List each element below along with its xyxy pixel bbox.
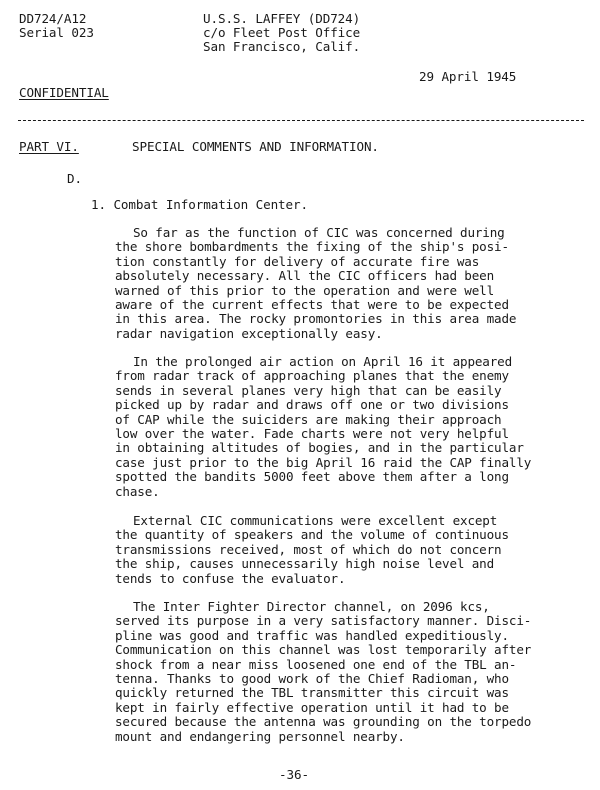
- paragraph-line: of CAP while the suiciders are making their approach: [115, 411, 502, 427]
- paragraph-line: in obtaining altitudes of bogies, and in the particular: [115, 440, 524, 456]
- paragraph-line: quickly returned the TBL transmitter this circuit was: [115, 685, 509, 701]
- subsection-label: D.: [67, 171, 82, 186]
- paragraph-1: [115, 226, 516, 341]
- paragraph-line: the ship, causes unnecessarily high noise level and: [115, 556, 495, 572]
- paragraph-line: the quantity of speakers and the volume of continuous: [115, 527, 509, 543]
- serial-number: Serial 023: [19, 25, 94, 40]
- paragraph-line: tion constantly for delivery of accurate fire was: [115, 253, 480, 269]
- paragraph-line: picked up by radar and draws off one or two divisions: [115, 397, 509, 413]
- item-heading: 1. Combat Information Center.: [91, 197, 308, 212]
- paragraph-line: the shore bombardments the fixing of the ship's posi-: [115, 239, 509, 255]
- paragraph-line: absolutely necessary. All the CIC officers had been: [115, 268, 495, 284]
- paragraph-2: [115, 355, 531, 499]
- paragraph-4: [115, 600, 531, 744]
- paragraph-line: served its purpose in a very satisfactory manner. Disci-: [115, 613, 532, 629]
- paragraph-line: kept in fairly effective operation until it had to be: [115, 699, 509, 715]
- paragraph-line: So far as the function of CIC was concerned during: [133, 225, 505, 240]
- paragraph-line: in this area. The rocky promontories in this area made: [115, 311, 517, 327]
- paragraph-line: case just prior to the big April 16 raid the CAP finally: [115, 454, 532, 470]
- paragraph-line: pline was good and traffic was handled expeditiously.: [115, 627, 509, 643]
- letter-date: 29 April 1945: [419, 69, 517, 84]
- classification-marking: CONFIDENTIAL: [19, 85, 109, 100]
- paragraph-line: tends to confuse the evaluator.: [115, 570, 346, 586]
- paragraph-line: aware of the current effects that were to be expected: [115, 297, 509, 313]
- paragraph-line: shock from a near miss loosened one end of the TBL an-: [115, 656, 517, 672]
- paragraph-line: tenna. Thanks to good work of the Chief Radioman, who: [115, 671, 509, 687]
- paragraph-line: chase.: [115, 483, 160, 499]
- paragraph-line: radar navigation exceptionally easy.: [115, 325, 383, 341]
- part-title: SPECIAL COMMENTS AND INFORMATION.: [132, 139, 379, 154]
- paragraph-line: In the prolonged air action on April 16 it appeared: [133, 354, 513, 369]
- file-reference: DD724/A12: [19, 11, 87, 26]
- part-label: PART VI.: [19, 139, 79, 154]
- ship-name: U.S.S. LAFFEY (DD724): [203, 11, 361, 26]
- paragraph-3: [115, 514, 509, 586]
- paragraph-line: mount and endangering personnel nearby.: [115, 728, 405, 744]
- paragraph-line: low over the water. Fade charts were not very helpful: [115, 426, 509, 442]
- paragraph-line: External CIC communications were excellent except: [133, 513, 498, 528]
- paragraph-line: Communication on this channel was lost temporarily after: [115, 642, 532, 658]
- paragraph-line: sends in several planes very high that can be easily: [115, 382, 502, 398]
- paragraph-line: transmissions received, most of which do not concern: [115, 541, 502, 557]
- paragraph-line: secured because the antenna was grounding on the torpedo: [115, 714, 532, 730]
- paragraph-line: warned of this prior to the operation and were well: [115, 282, 495, 298]
- dashed-separator: [18, 120, 584, 121]
- address-line-2: San Francisco, Calif.: [203, 39, 361, 54]
- page-number: -36-: [279, 767, 309, 782]
- paragraph-line: spotted the bandits 5000 feet above them after a long: [115, 469, 509, 485]
- address-line-1: c/o Fleet Post Office: [203, 25, 361, 40]
- paragraph-line: The Inter Fighter Director channel, on 2096 kcs,: [133, 599, 490, 614]
- paragraph-line: from radar track of approaching planes that the enemy: [115, 368, 509, 384]
